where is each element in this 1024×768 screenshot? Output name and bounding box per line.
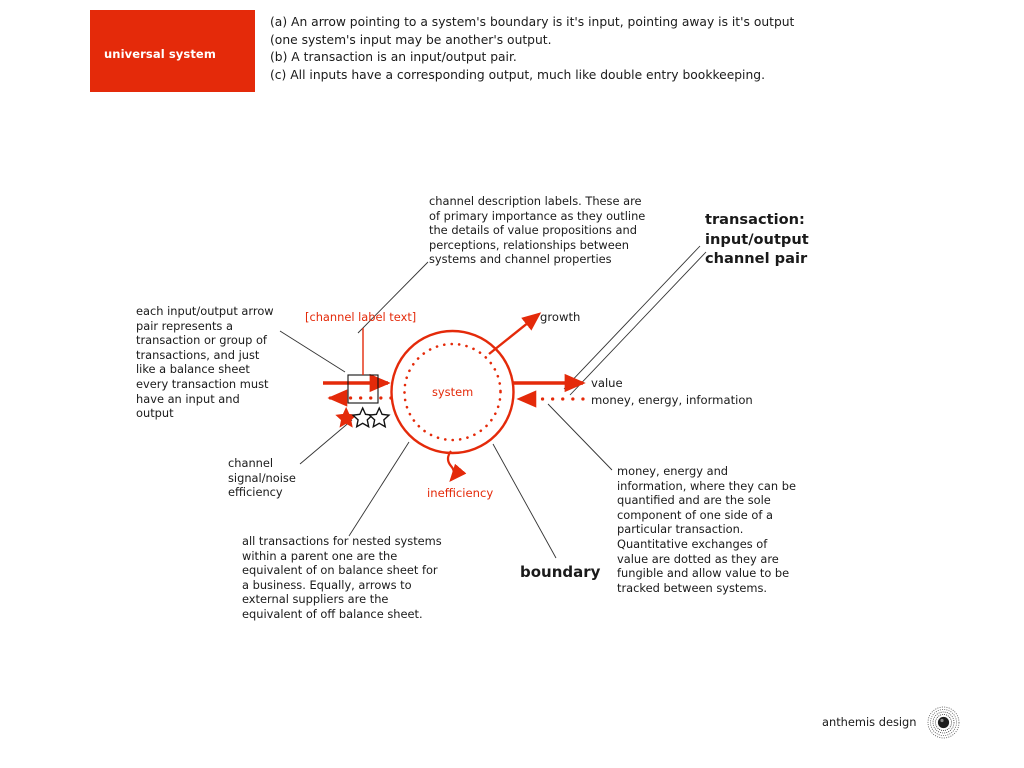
value-label-title: value [591, 376, 623, 390]
star-empty-2 [353, 408, 373, 427]
header-note-b: (b) A transaction is an input/output pair. [270, 50, 517, 64]
title-block [90, 10, 255, 92]
growth-arrow [489, 314, 539, 354]
channel-label-box [348, 375, 378, 403]
growth-label: growth [540, 310, 581, 324]
value-label-detail: money, energy, information [591, 393, 753, 407]
annotation-nested-systems: all transactions for nested systems within a parent one are the equivalent of on balance sheet for a business. Equally, arrows to external suppliers are the equivalent of off balance sheet. [242, 534, 442, 621]
annotation-each-input-output-pair: each input/output arrow pair represents a transaction or group of transactions, and just like a balance sheet every transaction must have an input and output [136, 304, 274, 421]
value-label [591, 375, 753, 409]
channel-label-text: [channel label text] [305, 310, 417, 324]
inefficiency-label: inefficiency [427, 486, 494, 500]
annotation-money-energy-information: money, energy and information, where they can be quantified and are the sole component of one side of a particular transaction. Quantitative exchanges of value are dotted as they are fungible and allow value to be tracked between systems. [617, 464, 796, 595]
inefficiency-squiggle-arrow [448, 451, 454, 480]
annotation-channel-signal-noise: channel signal/noise efficiency [228, 456, 296, 500]
footer-brand-text: anthemis design [822, 715, 917, 729]
channel-rating-stars [336, 408, 389, 427]
system-label: system [432, 385, 474, 399]
anthemis-logo-icon [925, 704, 962, 741]
star-empty-3 [369, 408, 389, 427]
star-filled-1 [336, 408, 356, 427]
boundary-label: boundary [520, 563, 601, 581]
header-note-a-cont: (one system's input may be another's output. [270, 32, 552, 47]
header-note-a: (a) An arrow pointing to a system's boundary is it's input, pointing away is it's output [270, 15, 795, 29]
annotation-channel-description: channel description labels. These are of primary importance as they outline the details of value propositions and perceptions, relationships between systems and channel properties [429, 194, 646, 267]
transaction-label: transaction: input/output channel pair [705, 211, 809, 267]
page-title: universal system [104, 47, 216, 61]
header-notes [270, 14, 815, 84]
header-note-c: (c) All inputs have a corresponding output, much like double entry bookkeeping. [270, 67, 765, 82]
